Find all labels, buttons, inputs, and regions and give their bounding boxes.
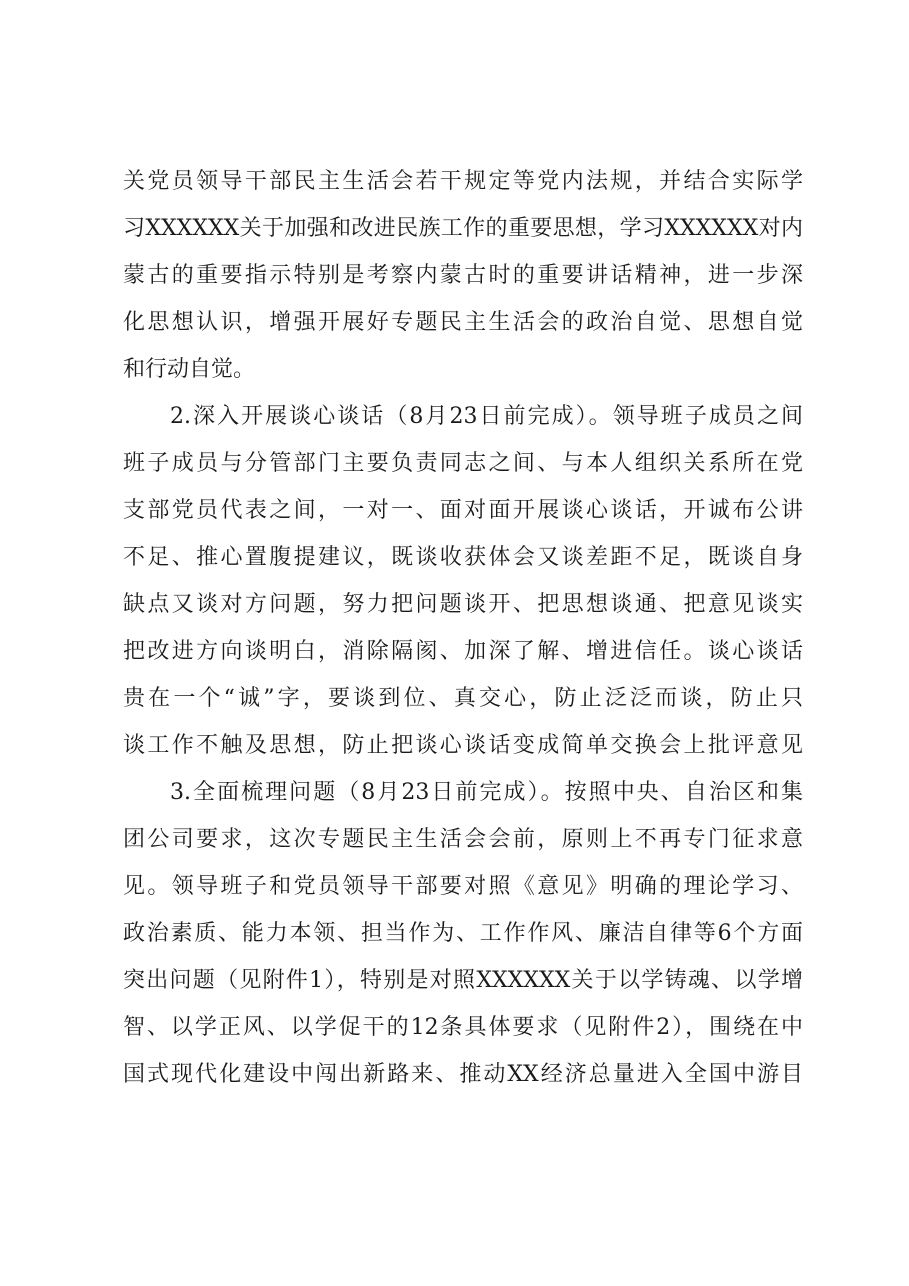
text-line: 见。领导班子和党员领导干部要对照《意见》明确的理论学习、 — [123, 874, 803, 899]
text-line: 把改进方向谈明白，消除隔阂、加深了解、增进信任。谈心谈话 — [123, 639, 803, 664]
text-line: 谈工作不触及思想，防止把谈心谈话变成简单交换会上批评意见 — [123, 733, 803, 758]
text-line: 贵在一个“诚”字，要谈到位、真交心，防止泛泛而谈，防止只 — [123, 686, 803, 711]
text-line: 关党员领导干部民主生活会若干规定等党内法规，并结合实际学 — [123, 169, 803, 194]
text-line: 班子成员与分管部门主要负责同志之间、与本人组织关系所在党 — [123, 451, 803, 476]
text-line: 不足、推心置腹提建议，既谈收获体会又谈差距不足，既谈自身 — [123, 545, 803, 570]
text-line: 政治素质、能力本领、担当作为、工作作风、廉洁自律等6个方面 — [123, 921, 803, 946]
text-line: 突出问题（见附件1），特别是对照XXXXXX关于以学铸魂、以学增 — [123, 968, 803, 993]
text-line: 习XXXXXX关于加强和改进民族工作的重要思想，学习XXXXXX对内 — [123, 216, 803, 241]
text-line: 和行动自觉。 — [123, 357, 256, 382]
text-line: 团公司要求，这次专题民主生活会会前，原则上不再专门征求意 — [123, 827, 803, 852]
text-line: 缺点又谈对方问题，努力把问题谈开、把思想谈通、把意见谈实 — [123, 592, 803, 617]
text-line: 支部党员代表之间，一对一、面对面开展谈心谈话，开诚布公讲 — [123, 498, 803, 523]
document-body — [123, 158, 803, 1098]
text-line: 智、以学正风、以学促干的12条具体要求（见附件2），围绕在中 — [123, 1015, 803, 1040]
paragraph-start-line: 3.全面梳理问题（8月23日前完成）。按照中央、自治区和集 — [170, 780, 803, 805]
paragraph-start-line: 2.深入开展谈心谈话（8月23日前完成）。领导班子成员之间 — [170, 404, 803, 429]
text-line: 化思想认识，增强开展好专题民主生活会的政治自觉、思想自觉 — [123, 310, 803, 335]
text-line: 国式现代化建设中闯出新路来、推动XX经济总量进入全国中游目 — [123, 1062, 803, 1087]
text-line: 蒙古的重要指示特别是考察内蒙古时的重要讲话精神，进一步深 — [123, 263, 803, 288]
